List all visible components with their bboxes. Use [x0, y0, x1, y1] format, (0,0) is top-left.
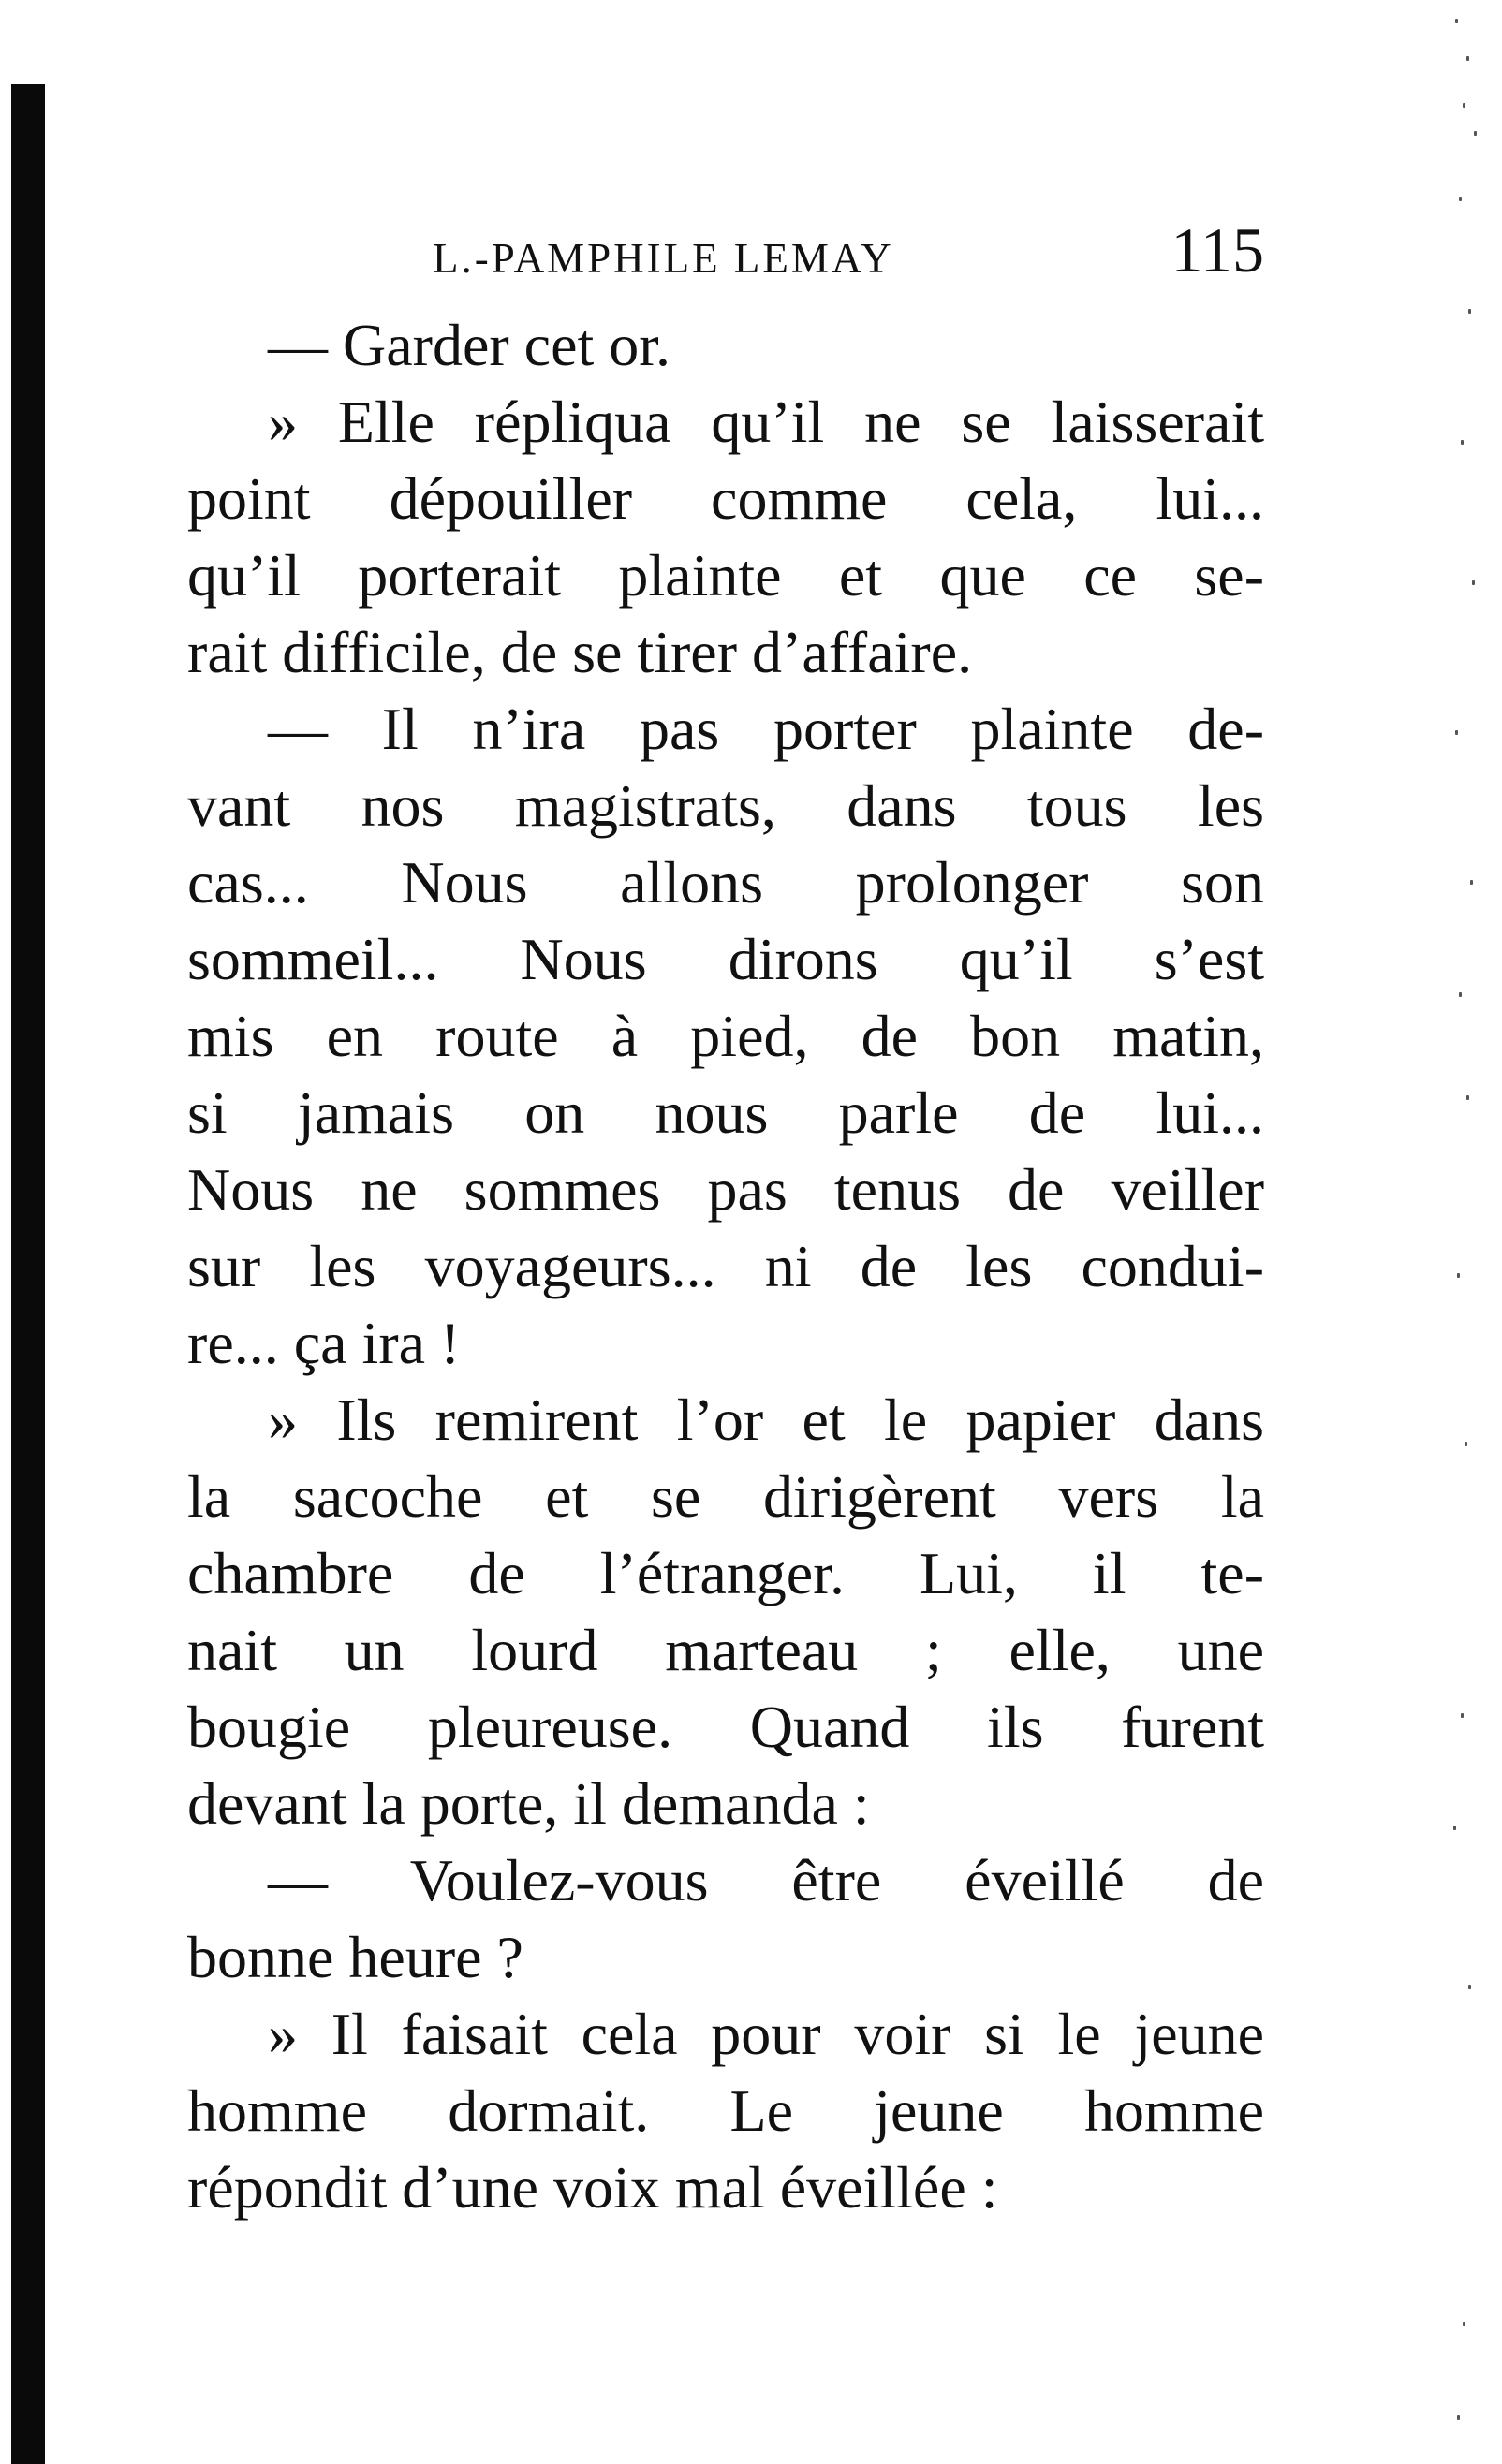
running-title: L.-PAMPHILE LEMAY — [433, 235, 894, 282]
page-number: 115 — [1171, 214, 1264, 286]
text-line: » Elle répliqua qu’il ne se laisserait — [268, 389, 1264, 455]
body-text — [187, 307, 1264, 2226]
text-line: cas... Nous allons prolonger son — [187, 849, 1264, 916]
text-line: devant la porte, il demanda : — [187, 1770, 870, 1837]
text-line: homme dormait. Le jeune homme — [187, 2077, 1264, 2144]
text-line: point dépouiller comme cela, lui... — [187, 465, 1264, 532]
text-line: sur les voyageurs... ni de les condui- — [187, 1233, 1264, 1299]
page-binding-edge — [0, 0, 49, 2464]
text-line: sommeil... Nous dirons qu’il s’est — [187, 926, 1264, 992]
page-header — [187, 213, 1264, 298]
text-line: bougie pleureuse. Quand ils furent — [187, 1694, 1264, 1760]
text-line: rait difficile, de se tirer d’affaire. — [187, 619, 973, 685]
text-line: — Garder cet or. — [268, 312, 671, 378]
text-line: Nous ne sommes pas tenus de veiller — [187, 1156, 1264, 1223]
text-line: bonne heure ? — [187, 1924, 523, 1990]
text-line: qu’il porterait plainte et que ce se- — [187, 542, 1264, 609]
text-line: re... ça ira ! — [187, 1310, 461, 1376]
text-line: » Ils remirent l’or et le papier dans — [268, 1386, 1264, 1453]
text-line: chambre de l’étranger. Lui, il te- — [187, 1540, 1264, 1606]
text-line: mis en route à pied, de bon matin, — [187, 1003, 1264, 1069]
text-line: — Voulez-vous être éveillé de — [268, 1847, 1264, 1914]
text-line: répondit d’une voix mal éveillée : — [187, 2154, 998, 2221]
text-line: — Il n’ira pas porter plainte de- — [268, 696, 1264, 762]
text-line: vant nos magistrats, dans tous les — [187, 772, 1264, 839]
text-line: si jamais on nous parle de lui... — [187, 1079, 1264, 1146]
margin-specks — [1399, 0, 1502, 2464]
text-line: la sacoche et se dirigèrent vers la — [187, 1463, 1264, 1530]
text-line: nait un lourd marteau ; elle, une — [187, 1617, 1264, 1683]
text-line: » Il faisait cela pour voir si le jeune — [268, 2001, 1264, 2067]
binding-gap — [0, 0, 45, 84]
binding-shadow — [11, 0, 45, 2464]
